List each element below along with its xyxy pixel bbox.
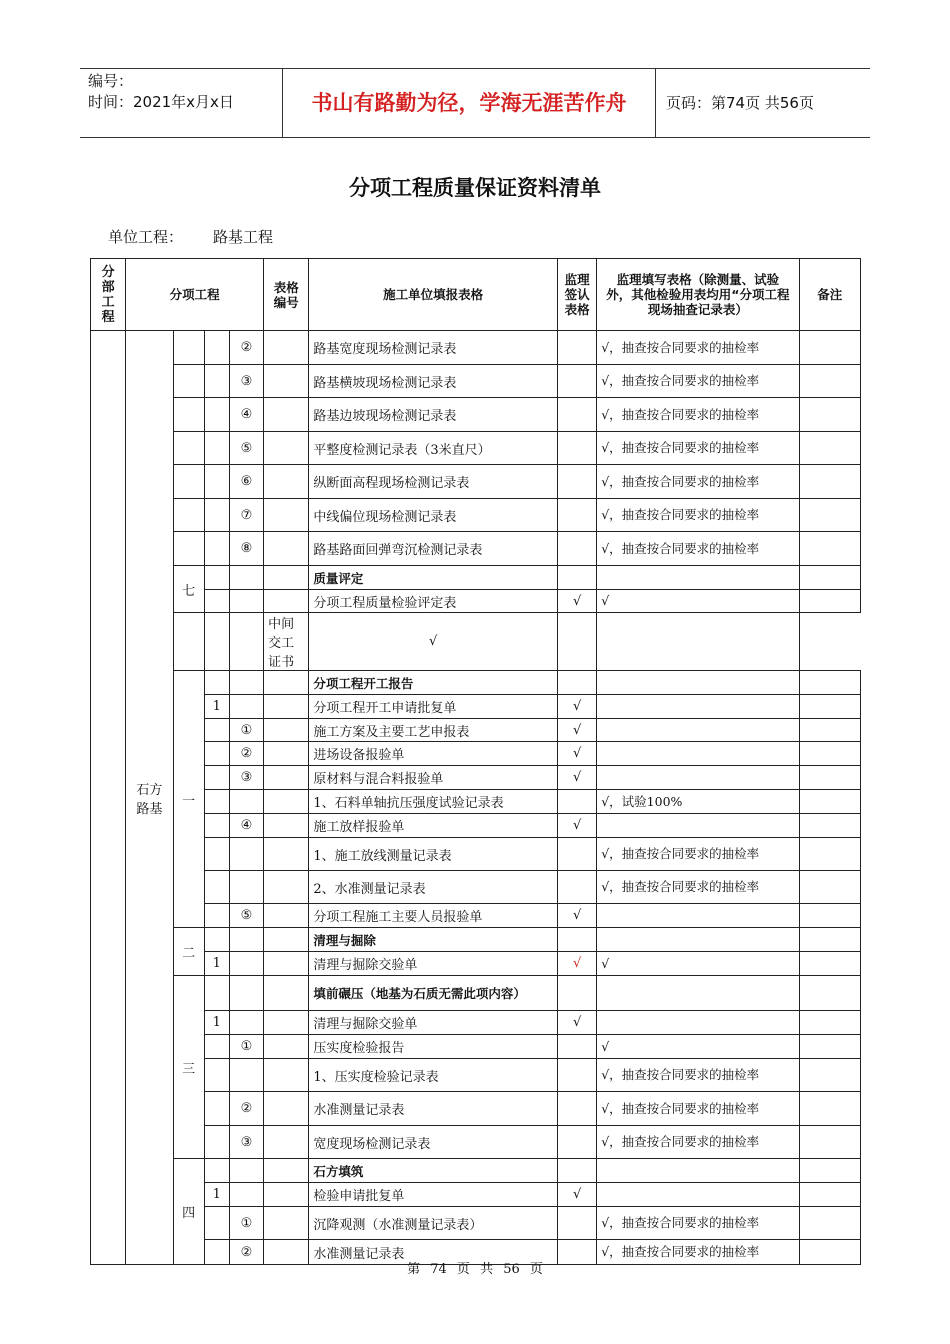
sub-level3-cell: ① bbox=[229, 1035, 263, 1059]
footer-gong: 共 bbox=[480, 1262, 494, 1277]
sub-level2-cell bbox=[204, 398, 229, 432]
table-row bbox=[91, 331, 861, 365]
fill-cell: √，抽查按合同要求的抽检率 bbox=[597, 398, 799, 432]
remark-cell bbox=[799, 671, 860, 695]
header-fill: 监理填写表格（除测量、试验外，其他检验用表均用“分项工程现场抽查记录表） bbox=[597, 259, 799, 331]
table-row bbox=[91, 613, 861, 671]
dept-value-cell: 石方路基 bbox=[126, 331, 173, 1265]
code-cell bbox=[264, 1207, 309, 1240]
sign-cell bbox=[557, 838, 596, 871]
fill-cell: √ bbox=[597, 952, 799, 976]
table-row bbox=[91, 398, 861, 432]
fill-cell bbox=[557, 613, 596, 671]
code-cell bbox=[264, 532, 309, 566]
sign-cell: √ bbox=[557, 742, 596, 766]
sub-level3-cell bbox=[229, 1011, 263, 1035]
code-cell bbox=[264, 365, 309, 398]
sub-level3-cell bbox=[229, 1159, 263, 1183]
form-name-cell: 清理与掘除交验单 bbox=[309, 1011, 558, 1035]
table-row bbox=[91, 695, 861, 719]
sub-level2-cell bbox=[204, 838, 229, 871]
sub-level3-cell: ⑤ bbox=[229, 904, 263, 928]
fill-cell: √，抽查按合同要求的抽检率 bbox=[597, 1240, 799, 1265]
sign-cell bbox=[557, 365, 596, 398]
form-name-cell: 石方填筑 bbox=[309, 1159, 558, 1183]
sub-level1-cell: 三 bbox=[173, 976, 204, 1159]
code-cell bbox=[264, 398, 309, 432]
quality-list-table bbox=[90, 258, 861, 1265]
code-cell bbox=[264, 1011, 309, 1035]
table-row bbox=[91, 566, 861, 590]
table-row bbox=[91, 532, 861, 566]
code-cell bbox=[264, 1126, 309, 1159]
sign-cell: √ bbox=[557, 1011, 596, 1035]
table-row bbox=[91, 1207, 861, 1240]
fill-cell: √，抽查按合同要求的抽检率 bbox=[597, 1207, 799, 1240]
code-cell bbox=[264, 838, 309, 871]
header-sub: 分项工程 bbox=[126, 259, 264, 331]
remark-cell bbox=[799, 465, 860, 499]
form-name-cell: 水准测量记录表 bbox=[309, 1240, 558, 1265]
sign-cell: √ bbox=[557, 904, 596, 928]
fill-cell bbox=[597, 1011, 799, 1035]
remark-cell bbox=[799, 398, 860, 432]
form-name-cell: 1、施工放线测量记录表 bbox=[309, 838, 558, 871]
remark-cell bbox=[799, 1207, 860, 1240]
code-cell bbox=[264, 1159, 309, 1183]
fill-cell: √，抽查按合同要求的抽检率 bbox=[597, 365, 799, 398]
sub-level1-cell bbox=[173, 398, 204, 432]
remark-cell bbox=[799, 331, 860, 365]
form-name-cell: 分项工程开工报告 bbox=[309, 671, 558, 695]
header-left bbox=[80, 69, 282, 137]
remark-cell bbox=[799, 976, 860, 1011]
sub-level2-cell bbox=[204, 928, 229, 952]
remark-cell bbox=[799, 719, 860, 742]
table-row bbox=[91, 838, 861, 871]
sub-level3-cell bbox=[229, 976, 263, 1011]
code-cell bbox=[264, 814, 309, 838]
form-name-cell: 进场设备报验单 bbox=[309, 742, 558, 766]
sub-level3-cell: ③ bbox=[229, 1126, 263, 1159]
table-row bbox=[91, 952, 861, 976]
sign-cell: √ bbox=[557, 814, 596, 838]
sub-level3-cell: ④ bbox=[229, 398, 263, 432]
fill-cell bbox=[597, 1159, 799, 1183]
fill-cell bbox=[597, 814, 799, 838]
table-row bbox=[91, 590, 861, 613]
sub-level1-cell bbox=[173, 465, 204, 499]
sub-level2-cell bbox=[204, 742, 229, 766]
fill-cell bbox=[597, 742, 799, 766]
sub-level2-cell bbox=[204, 1207, 229, 1240]
code-cell bbox=[264, 976, 309, 1011]
form-name-cell: 沉降观测（水准测量记录表） bbox=[309, 1207, 558, 1240]
code-cell bbox=[264, 499, 309, 532]
form-name-cell: 压实度检验报告 bbox=[309, 1035, 558, 1059]
table-row bbox=[91, 742, 861, 766]
sign-cell bbox=[557, 1126, 596, 1159]
time-label: 时间：2021年x月x日 bbox=[88, 93, 234, 111]
header-sign: 监理签认表格 bbox=[557, 259, 596, 331]
fill-cell: √，抽查按合同要求的抽检率 bbox=[597, 1059, 799, 1092]
remark-cell bbox=[799, 904, 860, 928]
sub-level3-cell bbox=[229, 790, 263, 814]
header-code: 表格编号 bbox=[264, 259, 309, 331]
table-row bbox=[91, 1183, 861, 1207]
form-name-cell: 分项工程开工申请批复单 bbox=[309, 695, 558, 719]
sub-level3-cell: ② bbox=[229, 331, 263, 365]
fill-cell: √，抽查按合同要求的抽检率 bbox=[597, 499, 799, 532]
fill-cell bbox=[597, 766, 799, 790]
fill-cell bbox=[597, 1183, 799, 1207]
form-name-cell: 2、水准测量记录表 bbox=[309, 871, 558, 904]
sub-level2-cell bbox=[204, 532, 229, 566]
table-row bbox=[91, 365, 861, 398]
sub-level2-cell bbox=[204, 904, 229, 928]
sub-level1-cell: 二 bbox=[173, 928, 204, 976]
sign-cell bbox=[557, 1059, 596, 1092]
remark-cell bbox=[799, 790, 860, 814]
table-row bbox=[91, 790, 861, 814]
fill-cell bbox=[597, 695, 799, 719]
remark-cell bbox=[799, 1059, 860, 1092]
sign-cell bbox=[557, 671, 596, 695]
remark-cell bbox=[799, 1159, 860, 1183]
sign-cell: √ bbox=[557, 719, 596, 742]
form-name-cell: 质量评定 bbox=[309, 566, 558, 590]
code-cell bbox=[264, 1059, 309, 1092]
sign-cell bbox=[557, 976, 596, 1011]
code-cell bbox=[264, 590, 309, 613]
unit-line bbox=[108, 226, 273, 247]
sign-cell bbox=[557, 331, 596, 365]
form-name-cell: 填前碾压（地基为石质无需此项内容） bbox=[309, 976, 558, 1011]
code-cell bbox=[264, 871, 309, 904]
number-label: 编号： bbox=[88, 72, 134, 90]
code-cell bbox=[229, 613, 263, 671]
sub-level3-cell bbox=[204, 613, 229, 671]
sign-cell bbox=[557, 871, 596, 904]
sub-level2-cell bbox=[204, 1059, 229, 1092]
remark-cell bbox=[799, 928, 860, 952]
code-cell bbox=[264, 671, 309, 695]
remark-cell bbox=[799, 590, 860, 613]
sign-cell: √ bbox=[557, 766, 596, 790]
form-name-cell: 清理与掘除 bbox=[309, 928, 558, 952]
sub-level2-cell bbox=[204, 976, 229, 1011]
form-name-cell: 路基边坡现场检测记录表 bbox=[309, 398, 558, 432]
code-cell bbox=[264, 904, 309, 928]
header-form: 施工单位填报表格 bbox=[309, 259, 558, 331]
footer-total: 56 bbox=[503, 1262, 520, 1277]
unit-label: 单位工程： bbox=[108, 228, 184, 246]
table-row bbox=[91, 871, 861, 904]
sign-cell bbox=[557, 432, 596, 465]
code-cell bbox=[264, 1092, 309, 1126]
code-cell bbox=[264, 465, 309, 499]
form-name-cell: 1、石料单轴抗压强度试验记录表 bbox=[309, 790, 558, 814]
table-row bbox=[91, 1159, 861, 1183]
code-cell bbox=[264, 719, 309, 742]
sub-level3-cell bbox=[229, 590, 263, 613]
sub-level2-cell: 1 bbox=[204, 695, 229, 719]
table-row bbox=[91, 766, 861, 790]
fill-cell: √，抽查按合同要求的抽检率 bbox=[597, 838, 799, 871]
sub-level2-cell bbox=[204, 590, 229, 613]
code-cell bbox=[264, 695, 309, 719]
form-name-cell: 路基宽度现场检测记录表 bbox=[309, 331, 558, 365]
sub-level1-cell bbox=[173, 331, 204, 365]
sign-cell bbox=[557, 398, 596, 432]
fill-cell: √，抽查按合同要求的抽检率 bbox=[597, 331, 799, 365]
sub-level2-cell bbox=[204, 1092, 229, 1126]
code-cell bbox=[264, 766, 309, 790]
sub-level3-cell: ② bbox=[229, 1092, 263, 1126]
sub-level1-cell: 七 bbox=[173, 566, 204, 613]
remark-cell bbox=[799, 766, 860, 790]
sub-level2-cell bbox=[173, 613, 204, 671]
sub-level1-cell bbox=[173, 532, 204, 566]
table-body bbox=[91, 331, 861, 1265]
table-row bbox=[91, 904, 861, 928]
remark-cell bbox=[799, 1092, 860, 1126]
code-cell bbox=[264, 331, 309, 365]
table-row bbox=[91, 1126, 861, 1159]
form-name-cell: 清理与掘除交验单 bbox=[309, 952, 558, 976]
sub-level2-cell bbox=[204, 1126, 229, 1159]
sub-level2-cell: 1 bbox=[204, 1183, 229, 1207]
code-cell bbox=[264, 1035, 309, 1059]
code-cell bbox=[264, 790, 309, 814]
form-name-cell: 宽度现场检测记录表 bbox=[309, 1126, 558, 1159]
sign-cell: √ bbox=[557, 1183, 596, 1207]
sub-level2-cell bbox=[204, 719, 229, 742]
sub-level3-cell bbox=[229, 871, 263, 904]
sub-level2-cell bbox=[204, 465, 229, 499]
sub-level2-cell: 1 bbox=[204, 952, 229, 976]
sub-level2-cell bbox=[204, 365, 229, 398]
code-cell bbox=[264, 432, 309, 465]
sign-cell: √ bbox=[557, 952, 596, 976]
fill-cell: √，抽查按合同要求的抽检率 bbox=[597, 532, 799, 566]
remark-cell bbox=[799, 952, 860, 976]
form-name-cell: 施工放样报验单 bbox=[309, 814, 558, 838]
sub-level2-cell bbox=[204, 790, 229, 814]
header-dept: 分部工程 bbox=[91, 259, 126, 331]
code-cell bbox=[264, 928, 309, 952]
sub-level2-cell bbox=[204, 566, 229, 590]
form-name-cell: 平整度检测记录表（3米直尺） bbox=[309, 432, 558, 465]
remark-cell bbox=[799, 499, 860, 532]
table-row bbox=[91, 671, 861, 695]
footer-ye2: 页 bbox=[529, 1262, 543, 1277]
sub-level3-cell bbox=[229, 1059, 263, 1092]
fill-cell bbox=[597, 671, 799, 695]
sign-cell: √ bbox=[557, 695, 596, 719]
form-name-cell: 分项工程施工主要人员报验单 bbox=[309, 904, 558, 928]
unit-value: 路基工程 bbox=[213, 228, 274, 246]
sub-level3-cell: ① bbox=[229, 719, 263, 742]
sign-cell bbox=[557, 1035, 596, 1059]
table-row bbox=[91, 976, 861, 1011]
fill-cell bbox=[597, 976, 799, 1011]
sub-level3-cell: ① bbox=[229, 1207, 263, 1240]
remark-cell bbox=[799, 432, 860, 465]
sign-cell bbox=[557, 499, 596, 532]
form-name-cell: 分项工程质量检验评定表 bbox=[309, 590, 558, 613]
sub-level3-cell bbox=[229, 838, 263, 871]
sub-level2-cell bbox=[204, 331, 229, 365]
page-label: 页码：第74页 共56页 bbox=[666, 94, 814, 112]
sub-level3-cell: ⑥ bbox=[229, 465, 263, 499]
sub-level3-cell bbox=[229, 1183, 263, 1207]
fill-cell: √ bbox=[597, 590, 799, 613]
form-name-cell: 路基横坡现场检测记录表 bbox=[309, 365, 558, 398]
sub-level1-cell: 一 bbox=[173, 671, 204, 928]
form-name-cell: 原材料与混合料报验单 bbox=[309, 766, 558, 790]
table-row bbox=[91, 1059, 861, 1092]
remark-cell bbox=[799, 742, 860, 766]
sign-cell: √ bbox=[309, 613, 558, 671]
sub-level3-cell bbox=[229, 695, 263, 719]
remark-cell bbox=[799, 838, 860, 871]
sign-cell bbox=[557, 1207, 596, 1240]
sub-level3-cell: ③ bbox=[229, 766, 263, 790]
dept-blank-cell bbox=[91, 331, 126, 1265]
table-row bbox=[91, 1035, 861, 1059]
sub-level3-cell: ② bbox=[229, 1240, 263, 1265]
remark-cell bbox=[799, 532, 860, 566]
sub-level2-cell bbox=[204, 1035, 229, 1059]
form-name-cell: 1、压实度检验记录表 bbox=[309, 1059, 558, 1092]
table-row bbox=[91, 499, 861, 532]
table-row bbox=[91, 719, 861, 742]
sub-level2-cell bbox=[204, 499, 229, 532]
table-row bbox=[91, 1092, 861, 1126]
sub-level2-cell bbox=[204, 766, 229, 790]
sub-level3-cell: ⑤ bbox=[229, 432, 263, 465]
fill-cell: √，抽查按合同要求的抽检率 bbox=[597, 465, 799, 499]
sub-level1-cell bbox=[173, 432, 204, 465]
sub-level1-cell: 四 bbox=[173, 1159, 204, 1265]
sign-cell bbox=[557, 566, 596, 590]
fill-cell: √，抽查按合同要求的抽检率 bbox=[597, 1126, 799, 1159]
footer-di: 第 bbox=[407, 1262, 421, 1277]
form-name-cell: 施工方案及主要工艺申报表 bbox=[309, 719, 558, 742]
document-title: 分项工程质量保证资料清单 bbox=[349, 176, 601, 200]
table-row bbox=[91, 814, 861, 838]
sub-level2-cell: 1 bbox=[204, 1011, 229, 1035]
code-cell bbox=[264, 742, 309, 766]
sub-level3-cell: ④ bbox=[229, 814, 263, 838]
sub-level3-cell: ② bbox=[229, 742, 263, 766]
code-cell bbox=[264, 952, 309, 976]
page-footer bbox=[0, 1258, 950, 1277]
sub-level2-cell bbox=[204, 1159, 229, 1183]
table-header-row bbox=[91, 259, 861, 331]
form-name-cell: 中线偏位现场检测记录表 bbox=[309, 499, 558, 532]
fill-cell: √，抽查按合同要求的抽检率 bbox=[597, 432, 799, 465]
sub-level2-cell bbox=[204, 432, 229, 465]
sign-cell bbox=[557, 790, 596, 814]
remark-cell bbox=[799, 871, 860, 904]
sub-level3-cell bbox=[229, 671, 263, 695]
fill-cell: √，抽查按合同要求的抽检率 bbox=[597, 871, 799, 904]
remark-cell bbox=[799, 1126, 860, 1159]
sub-level2-cell bbox=[204, 871, 229, 904]
form-name-cell: 路基路面回弹弯沉检测记录表 bbox=[309, 532, 558, 566]
footer-page: 74 bbox=[430, 1262, 447, 1277]
sub-level3-cell: ⑦ bbox=[229, 499, 263, 532]
sign-cell bbox=[557, 1159, 596, 1183]
sub-level1-cell bbox=[173, 365, 204, 398]
table-row bbox=[91, 465, 861, 499]
fill-cell bbox=[597, 928, 799, 952]
fill-cell: √，试验100% bbox=[597, 790, 799, 814]
sub-level1-cell bbox=[173, 499, 204, 532]
table-row bbox=[91, 1011, 861, 1035]
remark-cell bbox=[799, 814, 860, 838]
form-name-cell: 水准测量记录表 bbox=[309, 1092, 558, 1126]
table-row bbox=[91, 928, 861, 952]
fill-cell bbox=[597, 719, 799, 742]
fill-cell: √ bbox=[597, 1035, 799, 1059]
remark-cell bbox=[597, 613, 799, 671]
sign-cell bbox=[557, 465, 596, 499]
sub-level3-cell: ⑧ bbox=[229, 532, 263, 566]
sub-level2-cell bbox=[204, 814, 229, 838]
remark-cell bbox=[799, 1011, 860, 1035]
remark-cell bbox=[799, 1183, 860, 1207]
remark-cell bbox=[799, 695, 860, 719]
remark-cell bbox=[799, 566, 860, 590]
sub-level2-cell bbox=[204, 671, 229, 695]
sub-level3-cell bbox=[229, 928, 263, 952]
fill-cell bbox=[597, 566, 799, 590]
code-cell bbox=[264, 566, 309, 590]
remark-cell bbox=[799, 365, 860, 398]
sub-level3-cell bbox=[229, 566, 263, 590]
header-remark: 备注 bbox=[799, 259, 860, 331]
sign-cell bbox=[557, 1092, 596, 1126]
sign-cell bbox=[557, 532, 596, 566]
sub-level3-cell bbox=[229, 952, 263, 976]
sub-level3-cell: ③ bbox=[229, 365, 263, 398]
footer-ye: 页 bbox=[456, 1262, 470, 1277]
fill-cell bbox=[597, 904, 799, 928]
sign-cell bbox=[557, 928, 596, 952]
code-cell bbox=[264, 1183, 309, 1207]
form-name-cell: 中间交工证书 bbox=[264, 613, 309, 671]
page-header bbox=[80, 68, 870, 138]
fill-cell: √，抽查按合同要求的抽检率 bbox=[597, 1092, 799, 1126]
motto: 书山有路勤为径，学海无涯苦作舟 bbox=[282, 69, 656, 137]
remark-cell bbox=[799, 1035, 860, 1059]
sign-cell: √ bbox=[557, 590, 596, 613]
table-row bbox=[91, 432, 861, 465]
form-name-cell: 检验申请批复单 bbox=[309, 1183, 558, 1207]
form-name-cell: 纵断面高程现场检测记录表 bbox=[309, 465, 558, 499]
